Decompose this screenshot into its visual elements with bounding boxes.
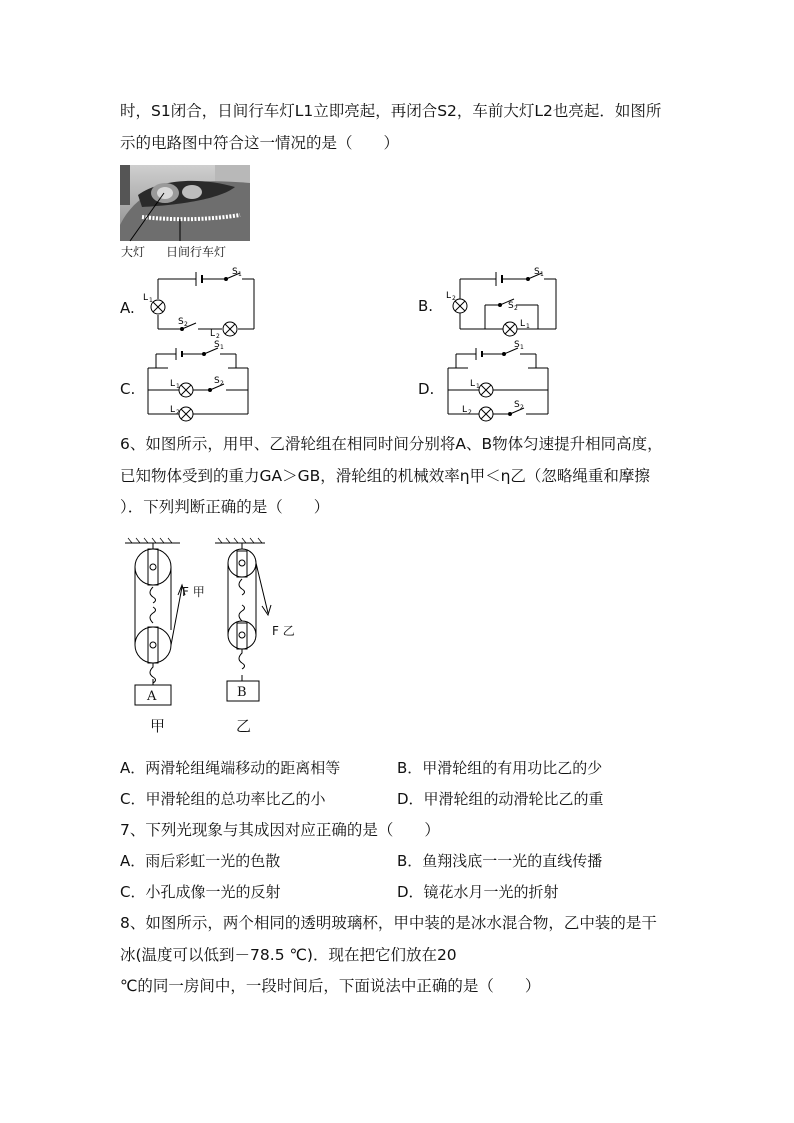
svg-text:L: L [446,291,452,301]
svg-text:1: 1 [540,271,544,278]
circuit-c [140,340,255,422]
force-jia-label: F 甲 [182,585,205,599]
svg-text:1: 1 [520,344,524,351]
q5-stem-line2: 示的电路图中符合这一情况的是（ ） [120,134,400,152]
q5-option-b-label: B. [418,297,434,315]
svg-text:S: S [232,267,238,277]
svg-text:2: 2 [520,404,524,411]
q5-option-d-label: D. [418,380,435,398]
svg-text:2: 2 [514,305,518,312]
svg-text:2: 2 [468,409,472,416]
q6-option-b: B．甲滑轮组的有用功比乙的少 [397,759,603,777]
caption-headlight: 大灯 [121,245,146,259]
svg-text:1: 1 [220,344,224,351]
block-b-label: B [237,685,247,700]
q8-stem-line2: 冰(温度可以低到－78.5 ℃)．现在把它们放在20 [120,946,457,964]
svg-text:L: L [210,329,216,339]
q5-stem-line1: 时，S1闭合，日间行车灯L1立即亮起，再闭合S2，车前大灯L2也亮起．如图所 [120,102,662,120]
svg-text:1: 1 [526,323,530,330]
q6-option-d: D．甲滑轮组的动滑轮比乙的重 [397,790,604,808]
svg-text:2: 2 [220,380,224,387]
svg-text:2: 2 [452,295,456,302]
q7-option-b: B．鱼翔浅底一一光的直线传播 [397,852,603,870]
force-yi-label: F 乙 [272,624,295,638]
q7-stem: 7、下列光现象与其成因对应正确的是（ ） [120,821,440,839]
q6-option-c: C．甲滑轮组的总功率比乙的小 [120,790,326,808]
q7-option-c: C．小孔成像一光的反射 [120,883,281,901]
svg-text:L: L [170,379,176,389]
svg-text:2: 2 [184,321,188,328]
svg-text:2: 2 [176,409,180,416]
svg-text:L: L [143,293,149,303]
label-jia: 甲 [150,717,166,735]
svg-text:1: 1 [149,297,153,304]
circuit-a [140,265,260,340]
svg-text:S: S [178,317,184,327]
q8-stem-line1: 8、如图所示，两个相同的透明玻璃杯，甲中装的是冰水混合物，乙中装的是干 [120,914,657,932]
car-headlight-photo [120,165,250,241]
svg-text:S: S [534,267,540,277]
svg-text:S: S [514,340,520,350]
q5-option-c-label: C. [120,380,136,398]
svg-text:1: 1 [476,383,480,390]
svg-text:L: L [470,379,476,389]
svg-text:1: 1 [176,383,180,390]
circuit-b [440,265,560,337]
svg-text:1: 1 [238,271,242,278]
svg-text:L: L [520,319,526,329]
label-yi: 乙 [236,717,252,735]
svg-text:S: S [214,340,220,350]
circuit-d [440,340,555,422]
svg-text:S: S [214,376,220,386]
q5-option-a-label: A. [120,299,135,317]
svg-text:S: S [508,301,514,311]
svg-text:S: S [514,400,520,410]
q6-stem-line3: ）．下列判断正确的是（ ） [120,498,330,516]
q7-option-a: A．雨后彩虹一光的色散 [120,852,281,870]
block-a-label: A [147,689,157,704]
svg-text:L: L [462,405,468,415]
q6-stem-line1: 6、如图所示，用甲、乙滑轮组在相同时间分别将A、B物体匀速提升相同高度， [120,435,663,453]
q6-stem-line2: 已知物体受到的重力GA＞GB，滑轮组的机械效率η甲＜η乙（忽略绳重和摩擦 [120,467,650,485]
svg-text:L: L [170,405,176,415]
svg-text:2: 2 [216,333,220,340]
q8-stem-line3: ℃的同一房间中，一段时间后，下面说法中正确的是（ ） [120,977,541,995]
caption-drl: 日间行车灯 [166,245,227,259]
q6-option-a: A．两滑轮组绳端移动的距离相等 [120,759,341,777]
q7-option-d: D．镜花水月一光的折射 [397,883,559,901]
